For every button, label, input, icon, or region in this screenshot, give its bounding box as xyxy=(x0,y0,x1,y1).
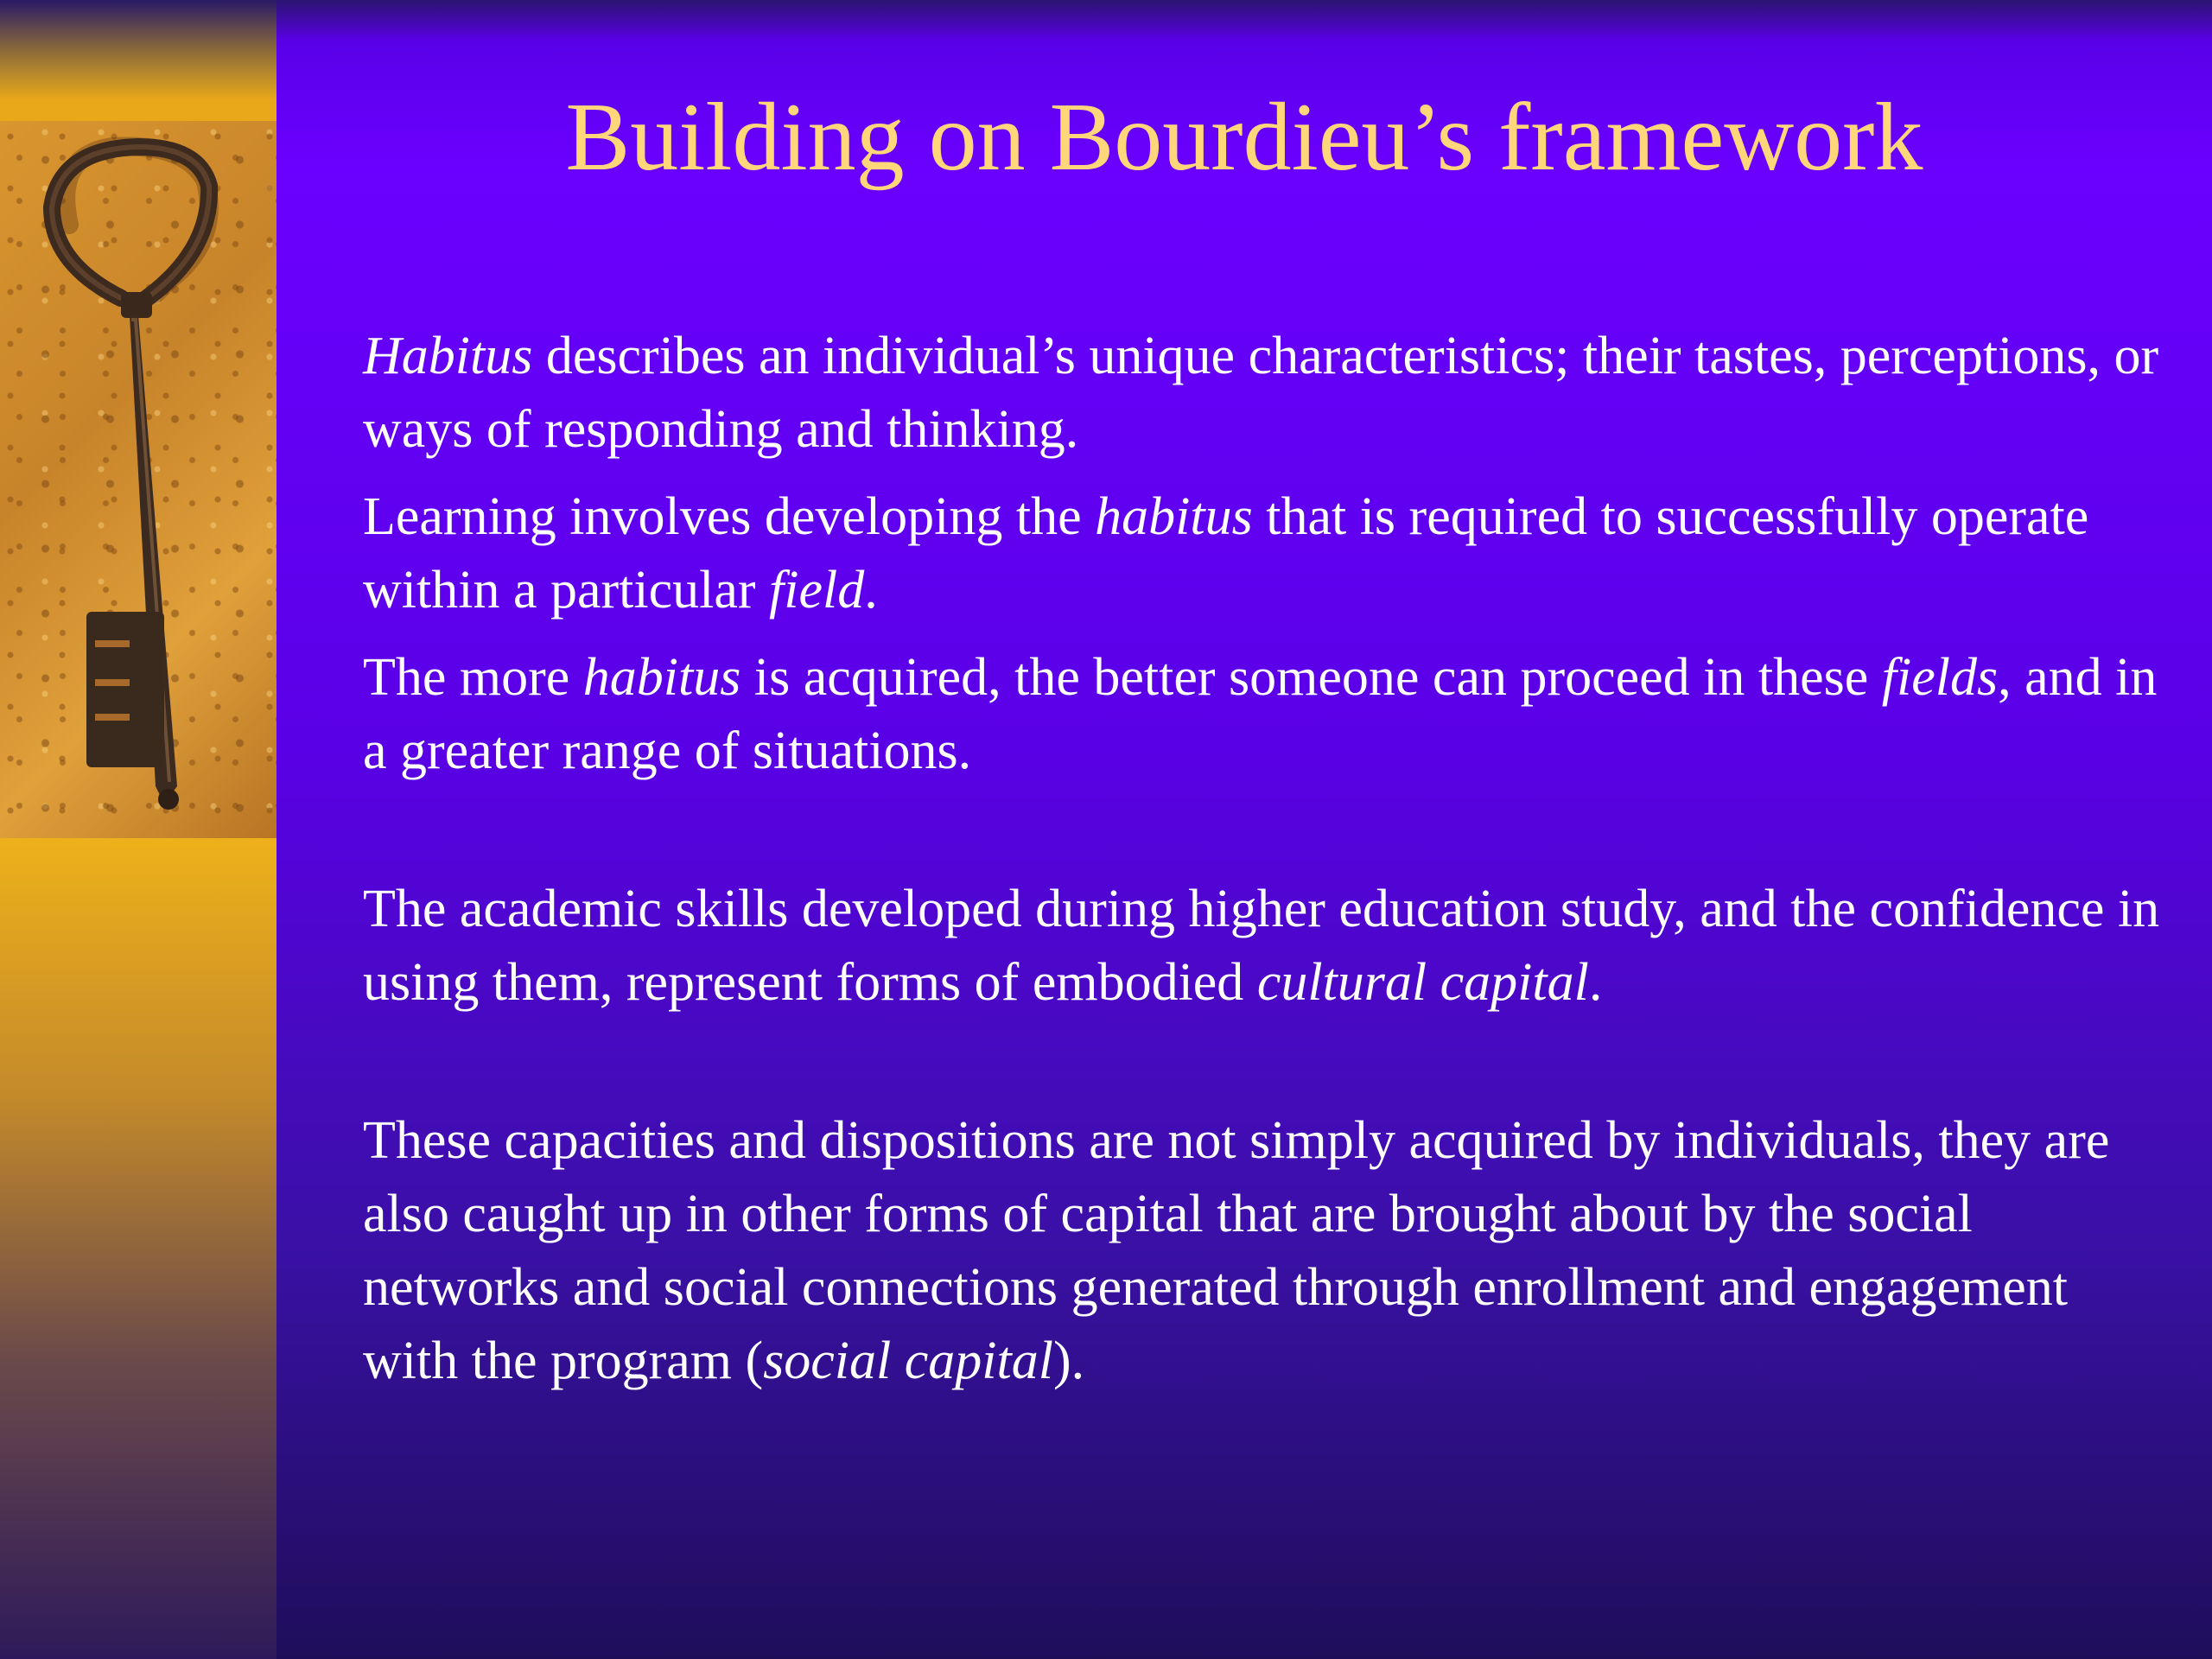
paragraph-more-habitus xyxy=(363,641,2160,788)
key-icon xyxy=(0,121,276,838)
text-run: , and in a greater range of situations. xyxy=(363,648,2158,780)
text-run: . xyxy=(1588,953,1603,1012)
slide-title: Building on Bourdieu’s framework xyxy=(565,84,1923,191)
text-italic: field xyxy=(769,561,865,620)
text-italic: habitus xyxy=(1095,487,1253,546)
text-italic: social capital xyxy=(763,1332,1053,1390)
paragraph-learning xyxy=(363,480,2160,627)
text-italic: habitus xyxy=(582,648,741,707)
text-run: Learning involves developing the xyxy=(363,487,1096,546)
paragraph-habitus-definition xyxy=(363,320,2160,467)
paragraph-cultural-capital xyxy=(363,873,2160,1020)
text-italic: cultural capital xyxy=(1256,953,1589,1012)
text-run: describes an individual’s unique characteristics; their tastes, perceptions, or ways of responding and thinking. xyxy=(363,327,2159,459)
text-run: The more xyxy=(363,648,583,707)
text-italic: Habitus xyxy=(363,327,533,385)
key-image xyxy=(0,121,276,838)
text-run: ). xyxy=(1052,1332,1085,1390)
text-run: . xyxy=(864,561,878,620)
paragraph-social-capital xyxy=(363,1104,2160,1398)
text-italic: fields xyxy=(1881,648,1999,707)
slide-body xyxy=(363,320,2160,1412)
text-run: that is required to successfully operate within a particular xyxy=(363,487,2089,620)
text-run: The academic skills developed during higher education study, and the confidence in using them, represent forms of embodied xyxy=(363,880,2160,1012)
text-run: These capacities and dispositions are not simply acquired by individuals, they are also caught up in other forms of capital that are brought about by the social networks and social connections generated through enrollment and engagement with the program ( xyxy=(363,1111,2110,1390)
text-run: is acquired, the better someone can proceed in these xyxy=(741,648,1882,707)
